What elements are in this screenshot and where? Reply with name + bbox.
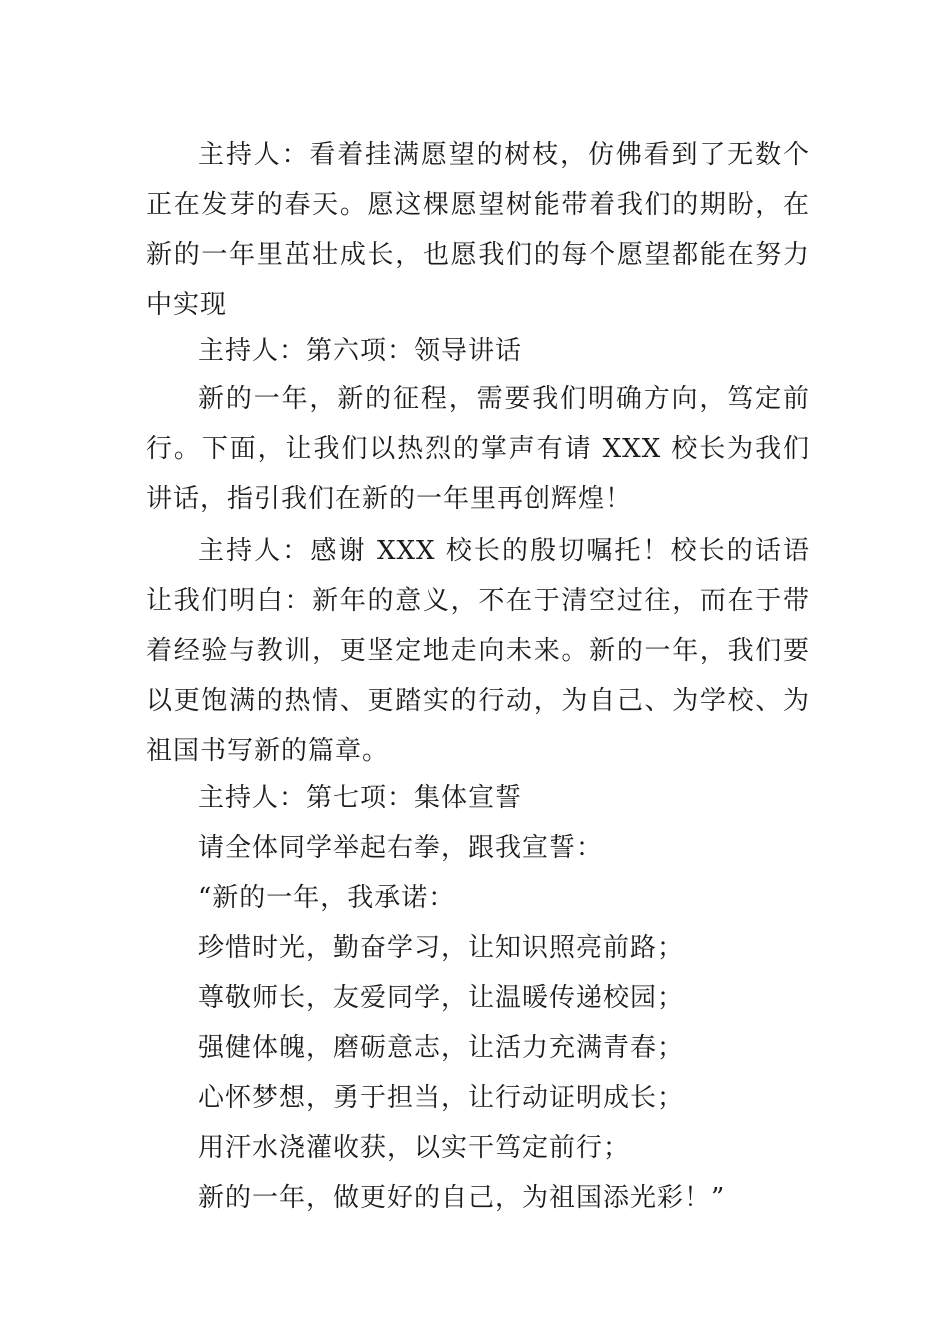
oath-line: 新的一年，做更好的自己，为祖国添光彩！” bbox=[198, 1183, 726, 1213]
oath-line: 强健体魄，磨砺意志，让活力充满青春； bbox=[198, 1033, 685, 1063]
oath-line: “新的一年，我承诺： bbox=[198, 883, 456, 913]
oath-intro: 请全体同学举起右拳，跟我宣誓： bbox=[198, 833, 604, 863]
paragraph-wish-tree bbox=[146, 130, 810, 330]
paragraph-leader-speech-intro bbox=[146, 374, 810, 524]
paragraph-text: 主持人：看着挂满愿望的树枝，仿佛看到了无数个正在发芽的春天。愿这棵愿望树能带着我们的期盼，在新的一年里茁壮成长，也愿我们的每个愿望都能在努力中实现 bbox=[146, 140, 810, 320]
paragraph-text: 新的一年，新的征程，需要我们明确方向，笃定前行。下面，让我们以热烈的掌声有请 XXX 校长为我们讲话，指引我们在新的一年里再创辉煌！ bbox=[146, 384, 810, 514]
paragraph-thanks-principal bbox=[146, 526, 810, 776]
oath-line: 心怀梦想，勇于担当，让行动证明成长； bbox=[198, 1083, 685, 1113]
item-6-heading: 主持人：第六项：领导讲话 bbox=[198, 336, 523, 366]
item-7-heading: 主持人：第七项：集体宣誓 bbox=[198, 783, 523, 813]
oath-line: 珍惜时光，勤奋学习，让知识照亮前路； bbox=[198, 933, 685, 963]
oath-line: 用汗水浇灌收获，以实干笃定前行； bbox=[198, 1133, 631, 1163]
paragraph-text: 主持人：感谢 XXX 校长的殷切嘱托！校长的话语让我们明白：新年的意义，不在于清空过往，而在于带着经验与教训，更坚定地走向未来。新的一年，我们要以更饱满的热情、更踏实的行动，为自己、为学校、为祖国书写新的篇章。 bbox=[146, 536, 810, 766]
oath-line: 尊敬师长，友爱同学，让温暖传递校园； bbox=[198, 983, 685, 1013]
